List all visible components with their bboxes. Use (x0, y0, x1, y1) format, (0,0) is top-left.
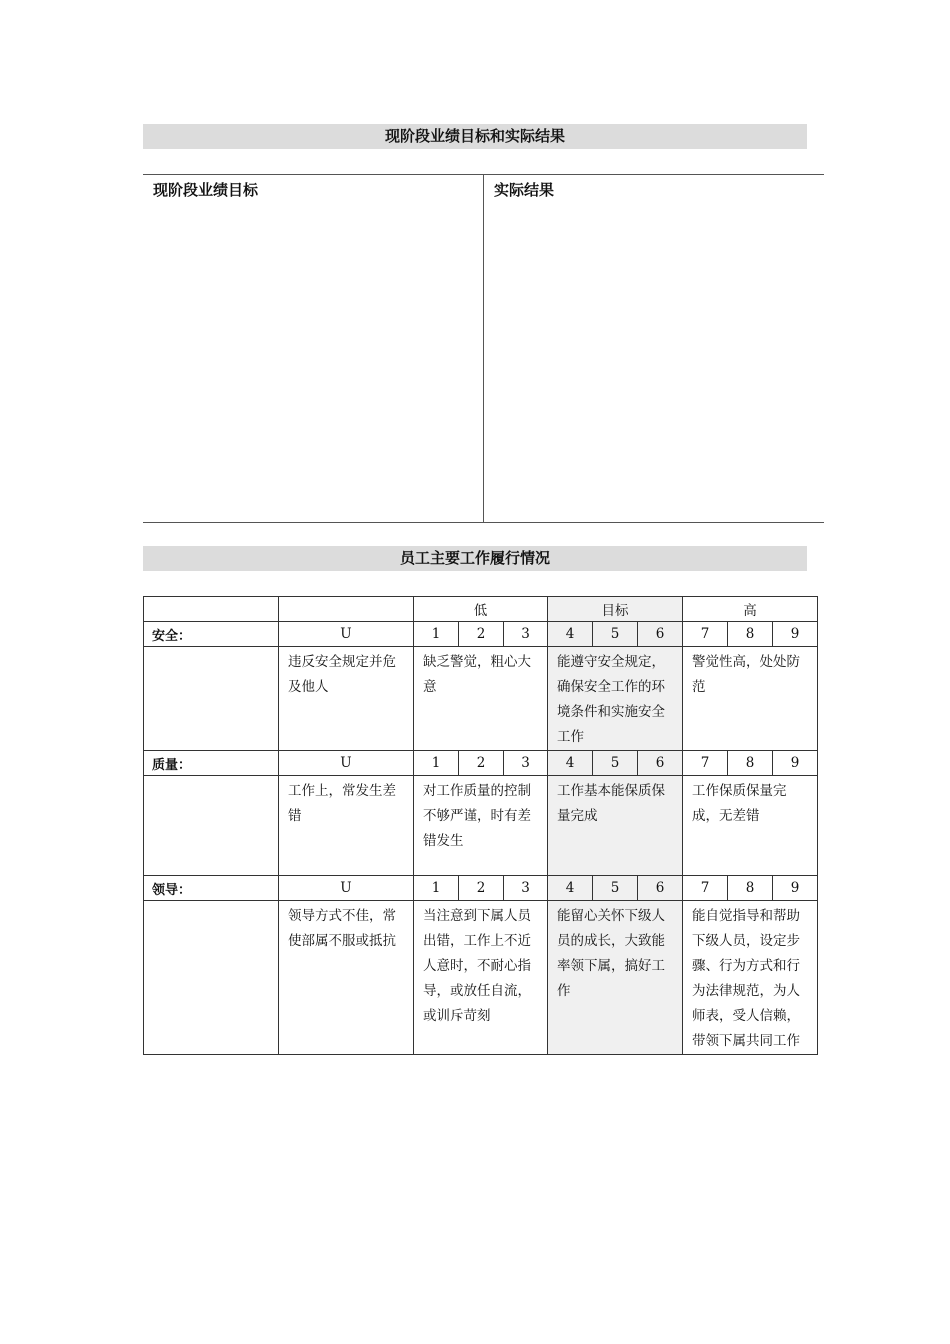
scale-u: U (279, 876, 414, 901)
performance-table (143, 596, 818, 1055)
scale-7: 7 (683, 622, 728, 647)
scale-1: 1 (414, 876, 459, 901)
desc-u: 工作上，常发生差错 (279, 776, 414, 876)
goals-column (143, 175, 484, 522)
results-column (484, 175, 824, 522)
scale-9: 9 (773, 751, 818, 776)
scale-row-safety (144, 622, 818, 647)
desc-u: 违反安全规定并危及他人 (279, 647, 414, 751)
desc-u: 领导方式不佳，常使部属不服或抵抗 (279, 901, 414, 1055)
desc-target: 能留心关怀下级人员的成长，大致能率领下属，搞好工作 (548, 901, 683, 1055)
scale-6: 6 (638, 876, 683, 901)
scale-5: 5 (593, 751, 638, 776)
scale-6: 6 (638, 751, 683, 776)
goals-header: 现阶段业绩目标 (153, 181, 259, 199)
scale-2: 2 (459, 622, 504, 647)
empty-cell (279, 597, 414, 622)
scale-8: 8 (728, 751, 773, 776)
desc-low: 缺乏警觉，粗心大意 (414, 647, 548, 751)
item-label-quality: 质量： (144, 751, 279, 776)
section-title-performance: 员工主要工作履行情况 (143, 546, 807, 571)
scale-5: 5 (593, 876, 638, 901)
scale-u: U (279, 751, 414, 776)
scale-5: 5 (593, 622, 638, 647)
empty-cell (144, 776, 279, 876)
scale-1: 1 (414, 751, 459, 776)
scale-6: 6 (638, 622, 683, 647)
scale-8: 8 (728, 876, 773, 901)
group-target: 目标 (548, 597, 683, 622)
desc-row-quality (144, 776, 818, 876)
scale-4: 4 (548, 751, 593, 776)
scale-4: 4 (548, 876, 593, 901)
scale-u: U (279, 622, 414, 647)
desc-row-leadership (144, 901, 818, 1055)
desc-target: 能遵守安全规定，确保安全工作的环境条件和实施安全工作 (548, 647, 683, 751)
scale-7: 7 (683, 751, 728, 776)
section-title-goals: 现阶段业绩目标和实际结果 (143, 124, 807, 149)
item-label-leadership: 领导： (144, 876, 279, 901)
results-header: 实际结果 (494, 181, 555, 199)
goals-results-table (143, 174, 824, 523)
empty-cell (144, 597, 279, 622)
scale-9: 9 (773, 622, 818, 647)
desc-target: 工作基本能保质保量完成 (548, 776, 683, 876)
desc-high: 警觉性高，处处防范 (683, 647, 818, 751)
desc-high: 能自觉指导和帮助下级人员，设定步骤、行为方式和行为法律规范，为人师表，受人信赖，带领下属共同工作 (683, 901, 818, 1055)
desc-low: 当注意到下属人员出错，工作上不近人意时，不耐心指导，或放任自流，或训斥苛刻 (414, 901, 548, 1055)
scale-9: 9 (773, 876, 818, 901)
empty-cell (144, 901, 279, 1055)
scale-4: 4 (548, 622, 593, 647)
scale-1: 1 (414, 622, 459, 647)
scale-2: 2 (459, 751, 504, 776)
group-header-row (144, 597, 818, 622)
desc-low: 对工作质量的控制不够严谨，时有差错发生 (414, 776, 548, 876)
scale-7: 7 (683, 876, 728, 901)
scale-3: 3 (504, 876, 548, 901)
empty-cell (144, 647, 279, 751)
scale-3: 3 (504, 751, 548, 776)
scale-3: 3 (504, 622, 548, 647)
group-low: 低 (414, 597, 548, 622)
desc-high: 工作保质保量完成，无差错 (683, 776, 818, 876)
item-label-safety: 安全： (144, 622, 279, 647)
scale-8: 8 (728, 622, 773, 647)
scale-row-quality (144, 751, 818, 776)
group-high: 高 (683, 597, 818, 622)
desc-row-safety (144, 647, 818, 751)
scale-row-leadership (144, 876, 818, 901)
scale-2: 2 (459, 876, 504, 901)
